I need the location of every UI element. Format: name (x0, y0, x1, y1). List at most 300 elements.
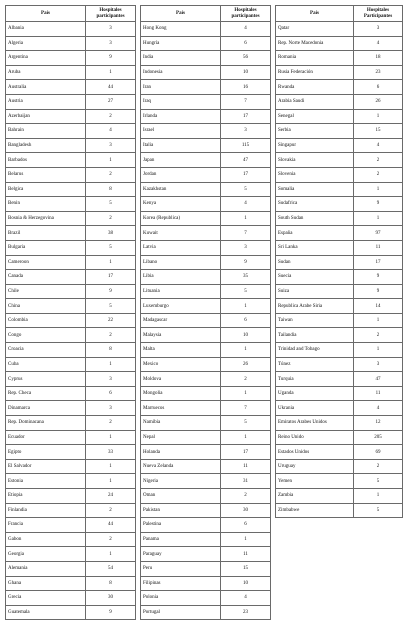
table-row (6, 561, 136, 576)
table-body (276, 22, 403, 518)
country-cell: Dinamarca (6, 401, 86, 416)
country-cell: Sudafrica (276, 197, 354, 212)
table-row (276, 153, 403, 168)
table-row (6, 547, 136, 562)
country-cell: Rwanda (276, 80, 354, 95)
table-row (6, 167, 136, 182)
table-row (141, 182, 271, 197)
hospital-count-cell: 3 (221, 124, 271, 139)
hospital-count-cell: 2 (354, 328, 403, 343)
hospital-count-cell: 4 (221, 22, 271, 37)
hospital-count-cell: 18 (354, 51, 403, 66)
table-row (141, 270, 271, 285)
country-cell: Madagascar (141, 313, 221, 328)
hospital-count-cell: 23 (221, 605, 271, 620)
table-row (141, 474, 271, 489)
hospital-count-cell: 2 (354, 153, 403, 168)
hospital-count-cell: 2 (86, 532, 136, 547)
country-cell: Iraq (141, 94, 221, 109)
hospital-count-cell: 4 (354, 36, 403, 51)
hospital-count-cell: 3 (221, 240, 271, 255)
hospital-count-cell: 3 (86, 22, 136, 37)
country-cell: Arabia Saudi (276, 94, 354, 109)
hospital-count-cell: 1 (221, 299, 271, 314)
hospital-count-cell: 1 (86, 474, 136, 489)
hospital-count-cell: 9 (86, 51, 136, 66)
country-cell: Slovakia (276, 153, 354, 168)
table-row (276, 328, 403, 343)
table-row (6, 474, 136, 489)
hospital-count-cell: 8 (86, 182, 136, 197)
country-cell: Kazakhstan (141, 182, 221, 197)
country-cell: Cuba (6, 357, 86, 372)
table-row (276, 65, 403, 80)
hospital-count-cell: 30 (86, 591, 136, 606)
table-row (141, 416, 271, 431)
hospital-count-cell: 6 (221, 313, 271, 328)
country-cell: Albania (6, 22, 86, 37)
country-cell: España (276, 226, 354, 241)
country-cell: Trinidad and Tobago (276, 343, 354, 358)
table-row (6, 36, 136, 51)
hospital-count-cell: 23 (354, 65, 403, 80)
table-row (6, 124, 136, 139)
country-cell: South Sudan (276, 211, 354, 226)
country-cell: Paraguay (141, 547, 221, 562)
header-country: País (6, 6, 86, 22)
hospital-count-cell: 2 (86, 167, 136, 182)
country-cell: Republica Arabe Siria (276, 299, 354, 314)
table-row (6, 459, 136, 474)
hospital-count-cell: 6 (86, 386, 136, 401)
hospital-count-cell: 9 (86, 284, 136, 299)
table-row (6, 138, 136, 153)
table-row (141, 313, 271, 328)
hospital-count-cell: 1 (221, 386, 271, 401)
table-row (141, 299, 271, 314)
hospitals-table-left (5, 5, 136, 620)
table-row (276, 138, 403, 153)
hospital-count-cell: 14 (354, 299, 403, 314)
country-cell: Malaysia (141, 328, 221, 343)
country-cell: Oman (141, 489, 221, 504)
table-row (6, 503, 136, 518)
hospital-count-cell: 4 (86, 124, 136, 139)
table-row (141, 518, 271, 533)
table-body (141, 22, 271, 620)
table-row (141, 138, 271, 153)
table-row (141, 401, 271, 416)
country-cell: India (141, 51, 221, 66)
country-cell: Filipinas (141, 576, 221, 591)
hospital-count-cell: 6 (221, 36, 271, 51)
table-row (276, 211, 403, 226)
country-cell: Reino Unido (276, 430, 354, 445)
table-row (6, 109, 136, 124)
hospital-count-cell: 1 (221, 211, 271, 226)
table-row (141, 328, 271, 343)
hospital-count-cell: 2 (86, 211, 136, 226)
country-cell: Estados Unidos (276, 445, 354, 460)
country-cell: Jordan (141, 167, 221, 182)
country-cell: Irlanda (141, 109, 221, 124)
table-row (6, 357, 136, 372)
country-cell: Francia (6, 518, 86, 533)
hospital-count-cell: 5 (86, 197, 136, 212)
hospital-count-cell: 4 (354, 401, 403, 416)
hospital-count-cell: 2 (86, 503, 136, 518)
country-cell: Qatar (276, 22, 354, 37)
header-hospitals: Hospitales participantes (221, 6, 271, 22)
country-cell: Rep. Checa (6, 386, 86, 401)
country-cell: Mexico (141, 357, 221, 372)
country-cell: Lituania (141, 284, 221, 299)
table-row (6, 255, 136, 270)
country-cell: Bahrain (6, 124, 86, 139)
table-row (6, 489, 136, 504)
hospital-count-cell: 8 (86, 576, 136, 591)
hospital-count-cell: 5 (354, 503, 403, 518)
country-cell: Zambia (276, 489, 354, 504)
table-row (141, 357, 271, 372)
table-row (6, 299, 136, 314)
hospital-count-cell: 7 (221, 401, 271, 416)
table-row (276, 22, 403, 37)
hospital-count-cell: 1 (221, 532, 271, 547)
country-cell: Estonia (6, 474, 86, 489)
country-cell: Argentina (6, 51, 86, 66)
country-cell: Palestina (141, 518, 221, 533)
hospital-count-cell: 33 (86, 445, 136, 460)
table-row (141, 445, 271, 460)
country-cell: Australia (6, 80, 86, 95)
table-row (141, 51, 271, 66)
table-row (6, 284, 136, 299)
hospital-count-cell: 4 (221, 591, 271, 606)
table-row (141, 532, 271, 547)
table-row (276, 284, 403, 299)
country-cell: Uruguay (276, 459, 354, 474)
hospital-count-cell: 5 (86, 240, 136, 255)
table-row (276, 270, 403, 285)
country-cell: Turquia (276, 372, 354, 387)
table-row (141, 459, 271, 474)
country-cell: Finlandia (6, 503, 86, 518)
table-row (141, 386, 271, 401)
country-cell: Suiza (276, 284, 354, 299)
hospital-count-cell: 16 (221, 80, 271, 95)
country-cell: Bosnia & Herzegovina (6, 211, 86, 226)
country-cell: Congo (6, 328, 86, 343)
hospital-count-cell: 15 (221, 561, 271, 576)
table-row (141, 109, 271, 124)
country-cell: Algeria (6, 36, 86, 51)
hospital-count-cell: 27 (86, 94, 136, 109)
hospital-count-cell: 56 (221, 51, 271, 66)
hospital-count-cell: 2 (221, 489, 271, 504)
hospital-count-cell: 31 (221, 474, 271, 489)
country-cell: Polonia (141, 591, 221, 606)
hospital-count-cell: 9 (354, 197, 403, 212)
hospital-count-cell: 10 (221, 65, 271, 80)
hospital-count-cell: 205 (354, 430, 403, 445)
hospital-count-cell: 8 (86, 343, 136, 358)
country-cell: Rusia Federación (276, 65, 354, 80)
header-hospitals: Hospitales Participantes (354, 6, 403, 22)
country-cell: Singapur (276, 138, 354, 153)
hospital-count-cell: 30 (221, 503, 271, 518)
country-cell: Portugal (141, 605, 221, 620)
country-cell: Malta (141, 343, 221, 358)
hospital-count-cell: 1 (86, 153, 136, 168)
country-cell: Brazil (6, 226, 86, 241)
hospital-count-cell: 1 (86, 459, 136, 474)
table-row (276, 51, 403, 66)
table-row (6, 401, 136, 416)
hospital-count-cell: 6 (354, 80, 403, 95)
table-row (276, 299, 403, 314)
country-cell: Israel (141, 124, 221, 139)
country-cell: Cameroon (6, 255, 86, 270)
hospital-count-cell: 17 (354, 255, 403, 270)
hospital-count-cell: 26 (354, 94, 403, 109)
table-row (276, 255, 403, 270)
hospital-count-cell: 9 (86, 605, 136, 620)
hospital-count-cell: 3 (354, 22, 403, 37)
country-cell: Uganda (276, 386, 354, 401)
table-row (141, 94, 271, 109)
table-row (141, 153, 271, 168)
country-cell: Serbia (276, 124, 354, 139)
table-row (141, 284, 271, 299)
table-row (276, 240, 403, 255)
hospital-count-cell: 11 (221, 547, 271, 562)
table-row (6, 270, 136, 285)
table-row (141, 372, 271, 387)
table-row (6, 240, 136, 255)
hospital-count-cell: 35 (221, 270, 271, 285)
table-row (6, 22, 136, 37)
header-country: País (141, 6, 221, 22)
country-cell: Korea (Republica) (141, 211, 221, 226)
table-header-row (6, 6, 136, 22)
table-row (141, 124, 271, 139)
hospital-count-cell: 3 (86, 138, 136, 153)
country-cell: Mongolia (141, 386, 221, 401)
country-cell: Kuwait (141, 226, 221, 241)
table-row (6, 430, 136, 445)
hospital-count-cell: 54 (86, 561, 136, 576)
hospital-count-cell: 1 (86, 547, 136, 562)
table-row (6, 605, 136, 620)
country-cell: Tailandia (276, 328, 354, 343)
hospital-count-cell: 9 (354, 284, 403, 299)
hospital-count-cell: 2 (354, 167, 403, 182)
table-row (276, 416, 403, 431)
hospital-count-cell: 11 (354, 240, 403, 255)
hospital-count-cell: 10 (221, 328, 271, 343)
table-row (6, 386, 136, 401)
table-row (141, 240, 271, 255)
table-row (276, 357, 403, 372)
table-row (141, 605, 271, 620)
country-cell: Taiwan (276, 313, 354, 328)
hospital-count-cell: 1 (354, 211, 403, 226)
table-row (276, 445, 403, 460)
table-row (6, 94, 136, 109)
country-cell: Georgia (6, 547, 86, 562)
hospital-count-cell: 1 (221, 430, 271, 445)
hospital-count-cell: 11 (354, 386, 403, 401)
hospital-count-cell: 1 (221, 343, 271, 358)
country-cell: El Salvador (6, 459, 86, 474)
country-cell: Iran (141, 80, 221, 95)
country-cell: Alemania (6, 561, 86, 576)
table-row (6, 445, 136, 460)
hospital-count-cell: 10 (221, 576, 271, 591)
country-cell: China (6, 299, 86, 314)
table-row (276, 343, 403, 358)
hospital-count-cell: 5 (221, 284, 271, 299)
country-cell: Holanda (141, 445, 221, 460)
hospital-count-cell: 5 (86, 299, 136, 314)
hospital-count-cell: 38 (86, 226, 136, 241)
table-row (6, 328, 136, 343)
country-cell: Colombia (6, 313, 86, 328)
country-cell: Túnez (276, 357, 354, 372)
country-cell: Marruecos (141, 401, 221, 416)
table-row (6, 182, 136, 197)
table-row (141, 503, 271, 518)
hospital-count-cell: 17 (221, 109, 271, 124)
hospital-count-cell: 11 (221, 459, 271, 474)
table-row (141, 80, 271, 95)
table-row (141, 576, 271, 591)
country-cell: Sudan (276, 255, 354, 270)
table-row (141, 343, 271, 358)
hospital-count-cell: 15 (354, 124, 403, 139)
country-cell: Nueva Zelanda (141, 459, 221, 474)
table-body (6, 22, 136, 620)
table-row (141, 167, 271, 182)
hospital-count-cell: 97 (354, 226, 403, 241)
country-cell: Austria (6, 94, 86, 109)
table-row (276, 226, 403, 241)
hospital-count-cell: 2 (86, 416, 136, 431)
table-row (6, 372, 136, 387)
table-row (141, 547, 271, 562)
country-cell: Libano (141, 255, 221, 270)
country-cell: Ecuador (6, 430, 86, 445)
hospital-count-cell: 44 (86, 518, 136, 533)
country-cell: Bulgaria (6, 240, 86, 255)
hospital-count-cell: 7 (221, 226, 271, 241)
country-cell: Etiopia (6, 489, 86, 504)
table-row (6, 51, 136, 66)
country-cell: Hungría (141, 36, 221, 51)
hospital-count-cell: 3 (86, 372, 136, 387)
country-cell: Benin (6, 197, 86, 212)
country-cell: Italia (141, 138, 221, 153)
table-row (6, 576, 136, 591)
table-row (276, 503, 403, 518)
hospital-count-cell: 1 (86, 255, 136, 270)
country-cell: Moldova (141, 372, 221, 387)
country-cell: Slovenia (276, 167, 354, 182)
table-row (6, 153, 136, 168)
country-cell: Libia (141, 270, 221, 285)
hospital-count-cell: 5 (221, 182, 271, 197)
country-cell: Suecia (276, 270, 354, 285)
hospital-count-cell: 1 (86, 65, 136, 80)
country-cell: Croacia (6, 343, 86, 358)
hospital-count-cell: 17 (221, 445, 271, 460)
hospitals-table-right (275, 5, 403, 518)
country-cell: Bangladesh (6, 138, 86, 153)
country-cell: Nepal (141, 430, 221, 445)
table-row (276, 459, 403, 474)
hospital-count-cell: 1 (86, 357, 136, 372)
hospital-count-cell: 1 (354, 489, 403, 504)
country-cell: Guatemala (6, 605, 86, 620)
table-row (141, 430, 271, 445)
hospital-count-cell: 1 (354, 343, 403, 358)
table-row (6, 532, 136, 547)
table-row (6, 416, 136, 431)
table-row (276, 36, 403, 51)
table-header-row (276, 6, 403, 22)
header-country: País (276, 6, 354, 22)
hospital-count-cell: 2 (86, 328, 136, 343)
table-row (276, 313, 403, 328)
table-row (141, 36, 271, 51)
table-row (276, 167, 403, 182)
hospital-count-cell: 6 (221, 518, 271, 533)
hospital-count-cell: 7 (221, 94, 271, 109)
country-cell: Senegal (276, 109, 354, 124)
hospital-count-cell: 69 (354, 445, 403, 460)
table-row (6, 343, 136, 358)
country-cell: Kenya (141, 197, 221, 212)
table-row (141, 22, 271, 37)
hospital-count-cell: 47 (221, 153, 271, 168)
country-cell: Rep. Dominacana (6, 416, 86, 431)
hospital-count-cell: 2 (354, 459, 403, 474)
table-row (141, 211, 271, 226)
hospital-count-cell: 17 (221, 167, 271, 182)
hospital-count-cell: 5 (221, 416, 271, 431)
table-row (276, 80, 403, 95)
table-row (141, 197, 271, 212)
country-cell: Belarus (6, 167, 86, 182)
table-row (276, 197, 403, 212)
table-row (276, 109, 403, 124)
hospital-count-cell: 4 (354, 138, 403, 153)
hospital-count-cell: 2 (221, 372, 271, 387)
country-cell: Ukrania (276, 401, 354, 416)
hospital-count-cell: 1 (354, 109, 403, 124)
hospital-count-cell: 22 (86, 313, 136, 328)
hospital-count-cell: 1 (354, 182, 403, 197)
country-cell: Peru (141, 561, 221, 576)
header-hospitals: Hospitales participantes (86, 6, 136, 22)
table-row (141, 489, 271, 504)
table-row (276, 124, 403, 139)
table-row (6, 65, 136, 80)
hospital-count-cell: 26 (221, 357, 271, 372)
country-cell: Yemen (276, 474, 354, 489)
country-cell: Romania (276, 51, 354, 66)
